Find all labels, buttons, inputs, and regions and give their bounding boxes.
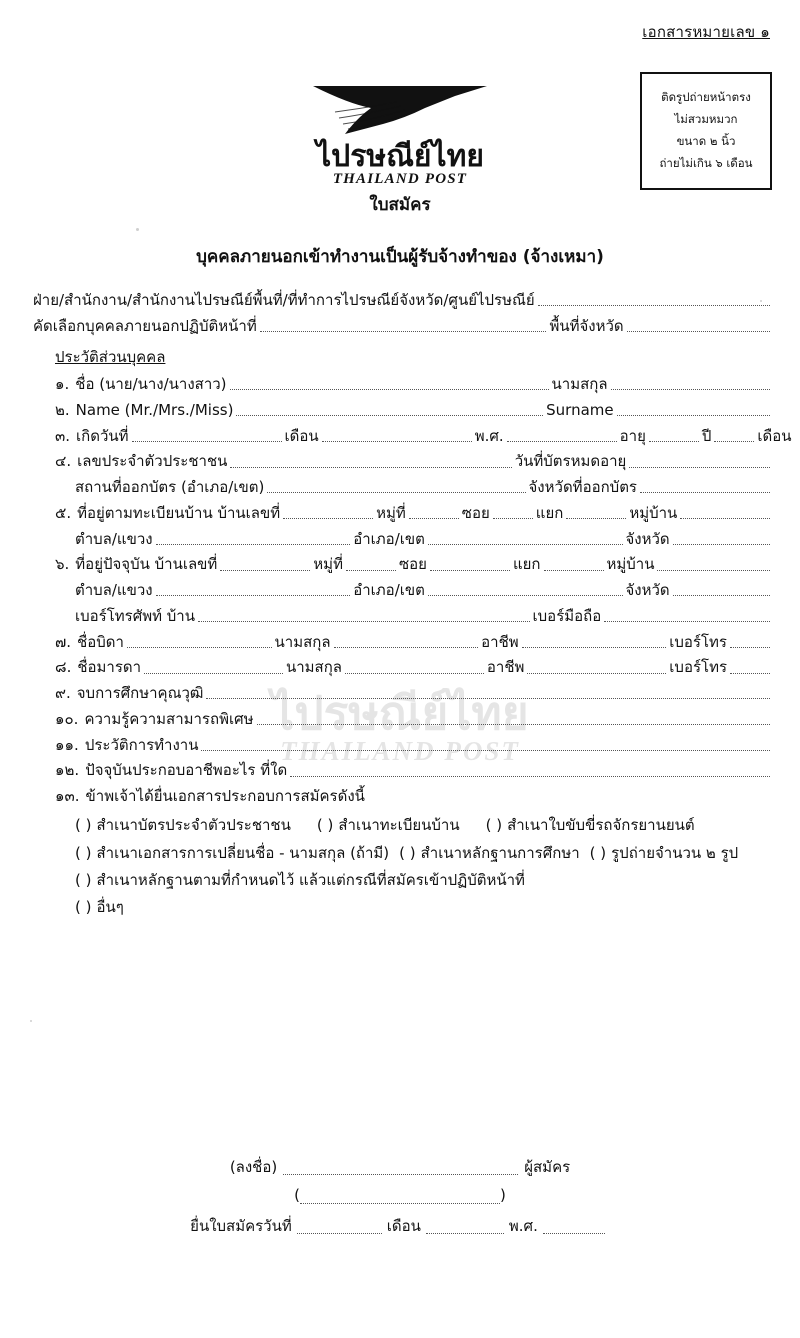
checkbox-3-label: สำเนาใบขับขี่รถจักรยานยนต์ bbox=[507, 816, 695, 835]
surname-en-input[interactable] bbox=[617, 414, 770, 416]
mother-name-label: ชื่อมารดา bbox=[77, 658, 142, 677]
name-thai-label: ชื่อ (นาย/นาง/นางสาว) bbox=[75, 375, 227, 393]
education-label: จบการศึกษาคุณวุฒิ bbox=[76, 684, 204, 702]
item-number-13: ๑๓. bbox=[55, 787, 80, 805]
checkbox-3[interactable]: ( ) bbox=[485, 816, 503, 835]
card-expiry-input[interactable] bbox=[629, 466, 770, 468]
item-number-8: ๘. bbox=[55, 658, 72, 677]
registered-soi-label: ซอย bbox=[461, 503, 490, 522]
age-years-unit: ปี bbox=[701, 426, 712, 445]
registered-amphoe-label: อำเภอ/เขต bbox=[353, 529, 425, 548]
current-occupation-input[interactable] bbox=[290, 775, 770, 777]
logo-english-text: THAILAND POST bbox=[332, 171, 468, 187]
photo-box-line-2: ไม่สวมหมวก bbox=[674, 111, 738, 126]
special-skills-label: ความรู้ความสามารถพิเศษ bbox=[84, 709, 254, 728]
mother-occupation-label: อาชีพ bbox=[486, 658, 525, 677]
section-personal-heading: ประวัติส่วนบุคคล bbox=[55, 348, 166, 366]
signature-input[interactable] bbox=[283, 1173, 518, 1175]
submit-date-row bbox=[0, 1214, 800, 1238]
registered-village-input[interactable] bbox=[680, 517, 770, 519]
age-months-input[interactable] bbox=[714, 440, 754, 442]
current-address-label: ที่อยู่ปัจจุบัน บ้านเลขที่ bbox=[75, 555, 218, 574]
field-row-5b bbox=[33, 529, 773, 549]
field-row-6b bbox=[33, 580, 773, 600]
signature-label: (ลงชื่อ) bbox=[229, 1158, 278, 1176]
scan-speck bbox=[136, 228, 139, 231]
mother-occupation-input[interactable] bbox=[527, 672, 666, 674]
item-number-3: ๓. bbox=[55, 426, 71, 445]
field-office-row bbox=[33, 290, 773, 310]
birthdate-input[interactable] bbox=[132, 440, 282, 442]
mobile-phone-label: เบอร์มือถือ bbox=[532, 606, 602, 625]
checkbox-1[interactable]: ( ) bbox=[75, 816, 92, 835]
paren-open: ( bbox=[294, 1186, 300, 1204]
watermark-thai: ไปรษณีย์ไทย bbox=[271, 686, 529, 740]
current-occupation-label: ปัจจุบันประกอบอาชีพอะไร ที่ใด bbox=[85, 761, 288, 780]
current-village-input[interactable] bbox=[657, 569, 770, 571]
home-phone-input[interactable] bbox=[198, 620, 530, 622]
document-number: เอกสารหมายเลข ๑ bbox=[642, 23, 770, 41]
field-row-5 bbox=[33, 503, 773, 523]
garuda-swoosh-icon bbox=[305, 78, 495, 140]
item-number-11: ๑๑. bbox=[55, 735, 79, 754]
birth-year-label: พ.ศ. bbox=[474, 426, 504, 445]
checkbox-8[interactable]: ( ) bbox=[75, 898, 92, 916]
item-number-9: ๙. bbox=[55, 684, 71, 702]
submit-month-input[interactable] bbox=[426, 1232, 504, 1234]
father-phone-label: เบอร์โทร bbox=[669, 632, 727, 651]
current-province-input[interactable] bbox=[673, 594, 770, 596]
item-number-1: ๑. bbox=[55, 375, 70, 393]
registered-moo-label: หมู่ที่ bbox=[376, 503, 406, 522]
registered-house-no-input[interactable] bbox=[283, 517, 373, 519]
field-row-2 bbox=[33, 400, 773, 420]
photo-box-line-1: ติดรูปถ่ายหน้าตรง bbox=[661, 90, 751, 104]
mother-surname-label: นามสกุล bbox=[285, 658, 342, 677]
field-row-6c bbox=[33, 606, 773, 626]
logo-thai-text: ไปรษณีย์ไทย bbox=[316, 139, 484, 174]
field-row-4 bbox=[33, 451, 773, 471]
field-row-11 bbox=[33, 735, 773, 755]
applicant-label: ผู้สมัคร bbox=[524, 1158, 571, 1176]
current-amphoe-input[interactable] bbox=[428, 594, 623, 596]
item-number-10: ๑๐. bbox=[55, 709, 79, 728]
work-history-label: ประวัติการทำงาน bbox=[84, 735, 199, 754]
registered-moo-input[interactable] bbox=[409, 517, 459, 519]
age-label: อายุ bbox=[619, 426, 646, 445]
field-row-3 bbox=[33, 426, 792, 446]
current-yaek-input[interactable] bbox=[544, 569, 604, 571]
checkbox-1-label: สำเนาบัตรประจำตัวประชาชน bbox=[96, 816, 291, 835]
logo-subtitle: ใบสมัคร bbox=[369, 195, 431, 215]
scan-speck bbox=[760, 300, 762, 302]
checklist-row-2 bbox=[33, 843, 773, 863]
card-issue-place-input[interactable] bbox=[267, 491, 525, 493]
field-row-10 bbox=[33, 709, 773, 729]
submit-date-label: ยื่นใบสมัครวันที่ bbox=[190, 1217, 292, 1235]
mother-name-input[interactable] bbox=[144, 672, 283, 674]
registered-yaek-label: แยก bbox=[535, 503, 564, 522]
checklist-row-3 bbox=[33, 870, 773, 890]
current-village-label: หมู่บ้าน bbox=[606, 555, 655, 574]
checkbox-7[interactable]: ( ) bbox=[75, 870, 92, 889]
field-select-row bbox=[33, 316, 773, 336]
checkbox-5-label: สำเนาหลักฐานการศึกษา bbox=[420, 843, 580, 862]
citizen-id-input[interactable] bbox=[230, 466, 511, 468]
form-body bbox=[33, 290, 792, 924]
checkbox-7-label: สำเนาหลักฐานตามที่กำหนดไว้ แล้วแต่กรณีที่สมัครเข้าปฏิบัติหน้าที่ bbox=[96, 870, 525, 889]
registered-address-label: ที่อยู่ตามทะเบียนบ้าน บ้านเลขที่ bbox=[77, 503, 281, 522]
signature-block bbox=[0, 1155, 800, 1244]
age-years-input[interactable] bbox=[649, 440, 699, 442]
father-surname-label: นามสกุล bbox=[274, 632, 331, 651]
father-name-input[interactable] bbox=[127, 646, 272, 648]
item-number-12: ๑๒. bbox=[55, 761, 80, 780]
name-en-label: Name (Mr./Mrs./Miss) bbox=[75, 400, 234, 419]
checkbox-6[interactable]: ( ) bbox=[589, 843, 607, 862]
current-soi-input[interactable] bbox=[430, 569, 510, 571]
registered-province-input[interactable] bbox=[673, 543, 770, 545]
checkbox-6-label: รูปถ่ายจำนวน ๒ รูป bbox=[611, 843, 739, 862]
current-tambon-input[interactable] bbox=[156, 594, 351, 596]
field-row-13 bbox=[33, 786, 773, 806]
surname-thai-input[interactable] bbox=[611, 388, 770, 390]
field-row-6 bbox=[33, 554, 773, 574]
current-amphoe-label: อำเภอ/เขต bbox=[353, 581, 425, 599]
checkbox-8-label: อื่นๆ bbox=[96, 898, 124, 916]
work-history-input[interactable] bbox=[201, 749, 770, 751]
field-row-4b bbox=[33, 477, 773, 497]
father-occupation-input[interactable] bbox=[522, 646, 667, 648]
home-phone-label: เบอร์โทรศัพท์ บ้าน bbox=[75, 606, 195, 625]
birthdate-label: เกิดวันที่ bbox=[76, 426, 129, 445]
printed-name-input[interactable] bbox=[300, 1185, 500, 1204]
mother-phone-label: เบอร์โทร bbox=[669, 658, 728, 677]
registered-village-label: หมู่บ้าน bbox=[629, 503, 678, 522]
mother-surname-input[interactable] bbox=[345, 672, 484, 674]
checkbox-2[interactable]: ( ) bbox=[316, 816, 334, 835]
birth-month-label: เดือน bbox=[284, 426, 319, 445]
special-skills-input[interactable] bbox=[257, 723, 771, 725]
checkbox-4[interactable]: ( ) bbox=[75, 843, 92, 862]
item-number-7: ๗. bbox=[55, 632, 72, 651]
birth-month-input[interactable] bbox=[322, 440, 472, 442]
signature-row bbox=[0, 1155, 800, 1179]
scan-speck bbox=[30, 1020, 32, 1022]
field-row-12 bbox=[33, 760, 773, 780]
field-row-7 bbox=[33, 632, 773, 652]
name-en-input[interactable] bbox=[236, 414, 543, 416]
father-surname-input[interactable] bbox=[334, 646, 479, 648]
current-tambon-label: ตำบล/แขวง bbox=[75, 581, 153, 599]
citizen-id-label: เลขประจำตัวประชาชน bbox=[77, 452, 228, 471]
surname-thai-label: นามสกุล bbox=[551, 375, 608, 393]
surname-en-label: Surname bbox=[546, 400, 614, 419]
checklist-row-4 bbox=[33, 897, 773, 917]
documents-label: ข้าพเจ้าได้ยื่นเอกสารประกอบการสมัครดังนี้ bbox=[85, 787, 365, 805]
watermark-english: THAILAND POST bbox=[280, 736, 520, 766]
registered-amphoe-input[interactable] bbox=[428, 543, 623, 545]
item-number-5: ๕. bbox=[55, 503, 72, 522]
submit-year-label: พ.ศ. bbox=[508, 1217, 538, 1235]
registered-soi-input[interactable] bbox=[493, 517, 533, 519]
item-number-6: ๖. bbox=[55, 555, 70, 574]
birth-year-input[interactable] bbox=[507, 440, 617, 442]
submit-month-label: เดือน bbox=[386, 1217, 421, 1235]
submit-year-input[interactable] bbox=[543, 1232, 605, 1234]
current-yaek-label: แยก bbox=[512, 555, 541, 574]
age-months-unit: เดือน bbox=[757, 426, 792, 445]
registered-tambon-input[interactable] bbox=[156, 543, 351, 545]
checklist-row-1 bbox=[33, 815, 773, 835]
paren-close: ) bbox=[500, 1186, 506, 1204]
father-occupation-label: อาชีพ bbox=[481, 632, 519, 651]
current-soi-label: ซอย bbox=[398, 555, 427, 574]
office-label: ฝ่าย/สำนักงาน/สำนักงานไปรษณีย์พื้นที่/ที่ทำการไปรษณีย์จังหวัด/ศูนย์ไปรษณีย์ bbox=[33, 291, 535, 309]
registered-yaek-input[interactable] bbox=[566, 517, 626, 519]
checkbox-4-label: สำเนาเอกสารการเปลี่ยนชื่อ - นามสกุล (ถ้ามี) bbox=[96, 843, 390, 862]
documents-checklist bbox=[33, 815, 773, 917]
office-input[interactable] bbox=[538, 304, 770, 306]
current-house-no-input[interactable] bbox=[220, 569, 310, 571]
current-moo-label: หมู่ที่ bbox=[313, 555, 343, 574]
item-number-4: ๔. bbox=[55, 452, 72, 471]
checkbox-2-label: สำเนาทะเบียนบ้าน bbox=[338, 816, 460, 835]
submit-day-input[interactable] bbox=[297, 1232, 382, 1234]
field-row-9 bbox=[33, 683, 773, 703]
mother-phone-input[interactable] bbox=[730, 672, 770, 674]
photo-box-line-3: ขนาด ๒ นิ้ว bbox=[676, 133, 736, 148]
thailand-post-logo bbox=[0, 78, 800, 218]
checkbox-5[interactable]: ( ) bbox=[399, 843, 416, 862]
current-moo-input[interactable] bbox=[346, 569, 396, 571]
registered-tambon-label: ตำบล/แขวง bbox=[75, 529, 153, 548]
mobile-phone-input[interactable] bbox=[604, 620, 770, 622]
card-issue-province-input[interactable] bbox=[640, 491, 770, 493]
card-issue-province-label: จังหวัดที่ออกบัตร bbox=[528, 478, 637, 496]
education-input[interactable] bbox=[206, 697, 770, 699]
province-input[interactable] bbox=[627, 330, 770, 332]
photo-box-line-4: ถ่ายไม่เกิน ๖ เดือน bbox=[659, 155, 753, 170]
name-thai-input[interactable] bbox=[230, 388, 549, 390]
registered-province-label: จังหวัด bbox=[625, 529, 670, 548]
current-province-label: จังหวัด bbox=[625, 581, 670, 599]
father-phone-input[interactable] bbox=[730, 646, 770, 648]
printed-name-row bbox=[0, 1185, 800, 1204]
card-issue-place-label: สถานที่ออกบัตร (อำเภอ/เขต) bbox=[75, 478, 265, 496]
item-number-2: ๒. bbox=[55, 400, 70, 419]
field-row-8 bbox=[33, 657, 773, 677]
father-name-label: ชื่อบิดา bbox=[77, 632, 124, 651]
select-label: คัดเลือกบุคคลภายนอกปฏิบัติหน้าที่ bbox=[33, 316, 257, 335]
field-row-1 bbox=[33, 374, 773, 394]
province-label: พื้นที่จังหวัด bbox=[549, 316, 624, 335]
select-input[interactable] bbox=[260, 330, 547, 332]
form-title: บุคคลภายนอกเข้าทำงานเป็นผู้รับจ้างทำของ (จ้างเหมา) bbox=[196, 247, 604, 267]
card-expiry-label: วันที่บัตรหมดอายุ bbox=[514, 452, 627, 471]
